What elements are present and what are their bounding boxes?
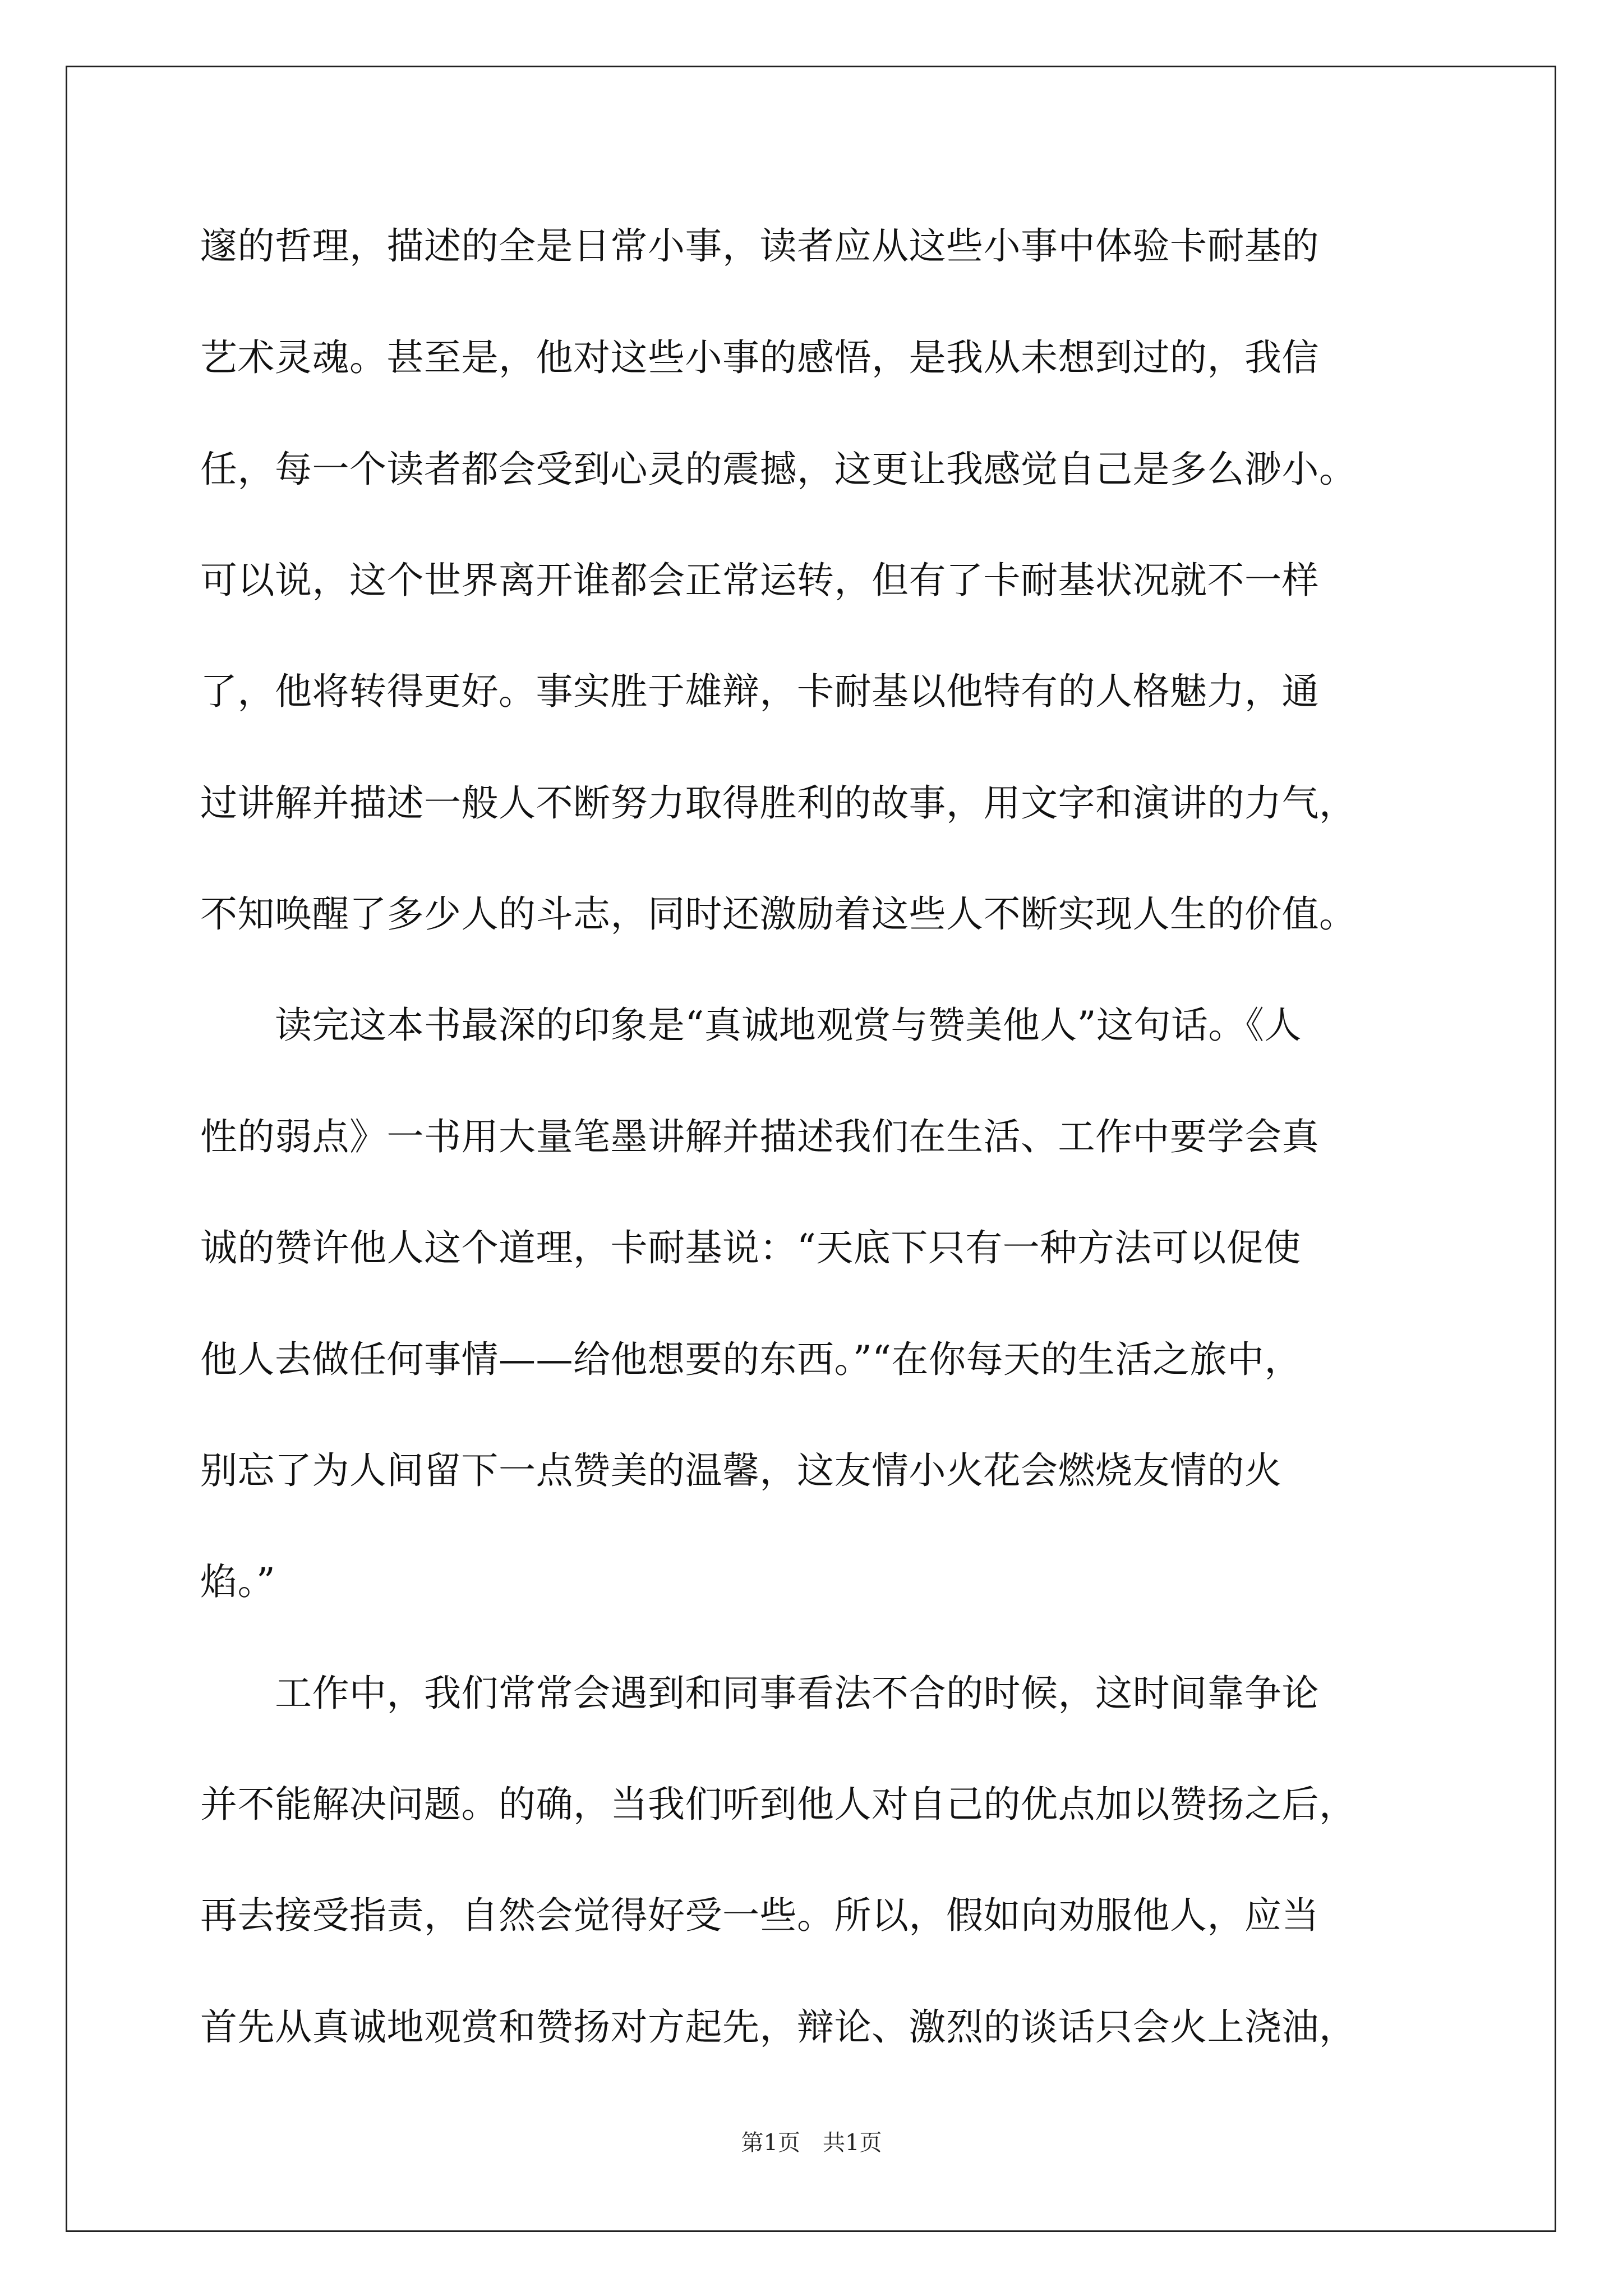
body-line-10: 诚的赞许他人这个道理，卡耐基说：“天底下只有一种方法可以促使 <box>200 1226 1301 1269</box>
page-number-footer: 第1页 共1页 <box>741 2130 882 2156</box>
body-line-3: 任，每一个读者都会受到心灵的震撼，这更让我感觉自己是多么渺小。 <box>200 448 1357 491</box>
body-line-7: 不知唤醒了多少人的斗志，同时还激励着这些人不断实现人生的价值。 <box>200 892 1357 936</box>
body-line-11: 他人去做任何事情——给他想要的东西。”“在你每天的生活之旅中， <box>200 1338 1302 1381</box>
body-line-1: 邃的哲理，描述的全是日常小事，读者应从这些小事中体验卡耐基的 <box>200 224 1319 268</box>
body-line-12: 别忘了为人间留下一点赞美的温馨，这友情小火花会燃烧友情的火 <box>200 1449 1282 1492</box>
body-line-8: 读完这本书最深的印象是“真诚地观赏与赞美他人”这句话。《人 <box>200 1004 1302 1047</box>
body-line-16: 再去接受指责，自然会觉得好受一些。所以，假如向劝服他人，应当 <box>200 1894 1319 1937</box>
body-line-4: 可以说，这个世界离开谁都会正常运转，但有了卡耐基状况就不一样 <box>200 559 1319 602</box>
body-line-2: 艺术灵魂。甚至是，他对这些小事的感悟，是我从未想到过的，我信 <box>200 336 1319 379</box>
body-line-15: 并不能解决问题。的确，当我们听到他人对自己的优点加以赞扬之后， <box>200 1783 1357 1826</box>
body-line-9: 性的弱点》一书用大量笔墨讲解并描述我们在生活、工作中要学会真 <box>200 1115 1319 1158</box>
body-line-5: 了，他将转得更好。事实胜于雄辩，卡耐基以他特有的人格魅力，通 <box>200 670 1319 713</box>
body-line-14: 工作中，我们常常会遇到和同事看法不合的时候，这时间靠争论 <box>200 1672 1319 1715</box>
body-line-17: 首先从真诚地观赏和赞扬对方起先，辩论、激烈的谈话只会火上浇油， <box>200 2005 1357 2049</box>
body-line-6: 过讲解并描述一般人不断努力取得胜利的故事，用文字和演讲的力气， <box>200 781 1357 825</box>
body-line-13: 焰。” <box>200 1560 276 1603</box>
